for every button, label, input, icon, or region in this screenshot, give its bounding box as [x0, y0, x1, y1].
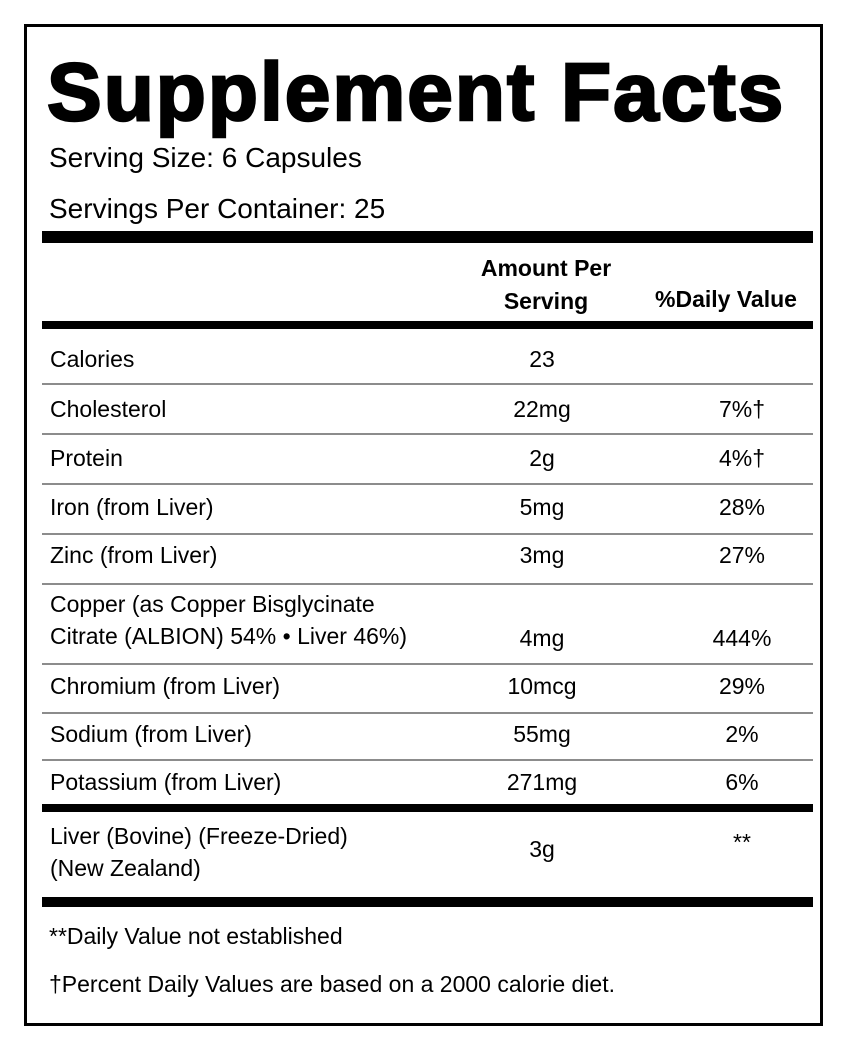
nutrient-daily-value: 4%†: [718, 445, 766, 471]
nutrient-amount: 10mcg: [507, 673, 577, 699]
serving-size: Serving Size: 6 Capsules: [49, 142, 362, 173]
nutrient-daily-value: 29%: [718, 673, 766, 699]
row-divider: [42, 759, 813, 761]
amount-per-serving-heading-line1: Amount Per: [480, 255, 612, 281]
nutrient-name: Cholesterol: [50, 396, 167, 422]
panel-title: Supplement Facts: [47, 47, 786, 138]
nutrient-name: Potassium (from Liver): [50, 769, 282, 795]
nutrient-amount: 3mg: [519, 542, 565, 568]
nutrient-amount: 4mg: [519, 625, 565, 651]
row-divider: [42, 583, 813, 585]
nutrient-name: Protein: [50, 445, 123, 471]
row-divider: [42, 533, 813, 535]
nutrient-daily-value: 444%: [712, 625, 772, 651]
supplement-facts-panel: [24, 24, 823, 1026]
thick-divider-bottom: [42, 897, 813, 907]
row-divider: [42, 483, 813, 485]
thick-divider-top: [42, 231, 813, 243]
ingredient-amount: 3g: [529, 836, 555, 862]
ingredient-name-line2: (New Zealand): [50, 855, 201, 881]
amount-per-serving-heading-line2: Serving: [503, 288, 589, 314]
nutrient-name-line2: Citrate (ALBION) 54% • Liver 46%): [50, 623, 408, 649]
thick-divider-blend: [42, 804, 813, 812]
servings-per-container: Servings Per Container: 25: [49, 193, 386, 224]
nutrient-daily-value: 6%: [725, 769, 759, 795]
row-divider: [42, 663, 813, 665]
nutrient-daily-value: 27%: [718, 542, 766, 568]
nutrient-name: Iron (from Liver): [50, 494, 214, 520]
row-divider: [42, 383, 813, 385]
footnote-percent-dv-basis: †Percent Daily Values are based on a 2000 calorie diet.: [49, 971, 615, 997]
row-divider: [42, 433, 813, 435]
nutrient-amount: 23: [529, 346, 555, 372]
ingredient-daily-value: **: [733, 829, 751, 855]
nutrient-name-line1: Copper (as Copper Bisglycinate: [50, 591, 375, 617]
row-divider: [42, 712, 813, 714]
nutrient-daily-value: 7%†: [718, 396, 766, 422]
nutrient-daily-value: 2%: [725, 721, 759, 747]
nutrient-name: Zinc (from Liver): [50, 542, 218, 568]
thick-divider-header: [42, 321, 813, 329]
daily-value-heading: %Daily Value: [655, 286, 797, 312]
nutrient-amount: 271mg: [506, 769, 578, 795]
ingredient-name-line1: Liver (Bovine) (Freeze-Dried): [50, 823, 348, 849]
nutrient-daily-value: 28%: [718, 494, 766, 520]
nutrient-name: Chromium (from Liver): [50, 673, 281, 699]
nutrient-amount: 5mg: [519, 494, 565, 520]
nutrient-amount: 22mg: [513, 396, 571, 422]
nutrient-amount: 2g: [529, 445, 555, 471]
footnote-dv-not-established: **Daily Value not established: [49, 923, 343, 949]
nutrient-amount: 55mg: [513, 721, 571, 747]
nutrient-name: Calories: [50, 346, 135, 372]
nutrient-name: Sodium (from Liver): [50, 721, 252, 747]
